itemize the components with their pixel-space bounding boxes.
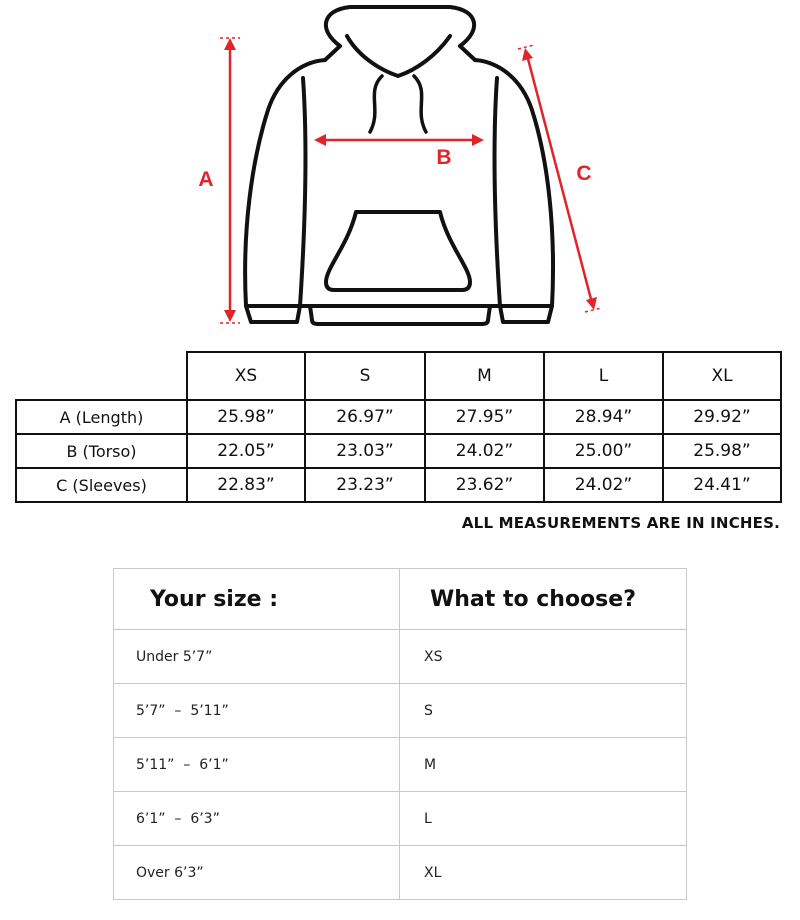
height-range: 6’1” – 6’3” [114,792,400,846]
label-c: C [576,162,592,185]
size-header: L [544,352,663,400]
table-row [16,434,781,468]
measurement-cell: 23.23” [305,468,425,502]
size-header: XL [663,352,781,400]
table-row [114,684,687,738]
recommended-size: L [400,792,687,846]
height-range: 5’11” – 6’1” [114,738,400,792]
table-row [114,630,687,684]
recommended-size: S [400,684,687,738]
what-to-choose-heading: What to choose? [400,569,687,630]
measurement-cell: 29.92” [663,400,781,434]
measurement-cell: 25.98” [663,434,781,468]
row-label: A (Length) [16,400,187,434]
measurement-lines [220,38,601,323]
units-note: ALL MEASUREMENTS ARE IN INCHES. [461,514,780,532]
size-header: XS [187,352,305,400]
measurement-cell: 25.98” [187,400,305,434]
measurement-cell: 28.94” [544,400,663,434]
measurement-cell: 25.00” [544,434,663,468]
table-row [16,468,781,502]
size-header-row [16,352,781,400]
size-measurement-table [15,351,782,503]
height-range: Under 5’7” [114,630,400,684]
size-chooser-table [113,568,687,900]
table-row [114,846,687,900]
size-header: M [425,352,544,400]
measurement-cell: 23.62” [425,468,544,502]
row-label: C (Sleeves) [16,468,187,502]
your-size-heading: Your size : [114,569,400,630]
measurement-cell: 22.05” [187,434,305,468]
height-range: 5’7” – 5’11” [114,684,400,738]
table-row [114,792,687,846]
chooser-header-row [114,569,687,630]
hoodie-diagram [0,0,800,345]
table-row [114,738,687,792]
row-label: B (Torso) [16,434,187,468]
measurement-cell: 23.03” [305,434,425,468]
recommended-size: XL [400,846,687,900]
label-a: A [198,168,214,191]
recommended-size: M [400,738,687,792]
hoodie-outline [245,7,553,324]
measurement-cell: 24.41” [663,468,781,502]
header-corner [16,352,187,400]
measurement-cell: 24.02” [425,434,544,468]
recommended-size: XS [400,630,687,684]
label-b: B [436,146,452,169]
size-header: S [305,352,425,400]
measurement-cell: 26.97” [305,400,425,434]
table-row [16,400,781,434]
measurement-cell: 24.02” [544,468,663,502]
measurement-cell: 27.95” [425,400,544,434]
height-range: Over 6’3” [114,846,400,900]
measurement-cell: 22.83” [187,468,305,502]
